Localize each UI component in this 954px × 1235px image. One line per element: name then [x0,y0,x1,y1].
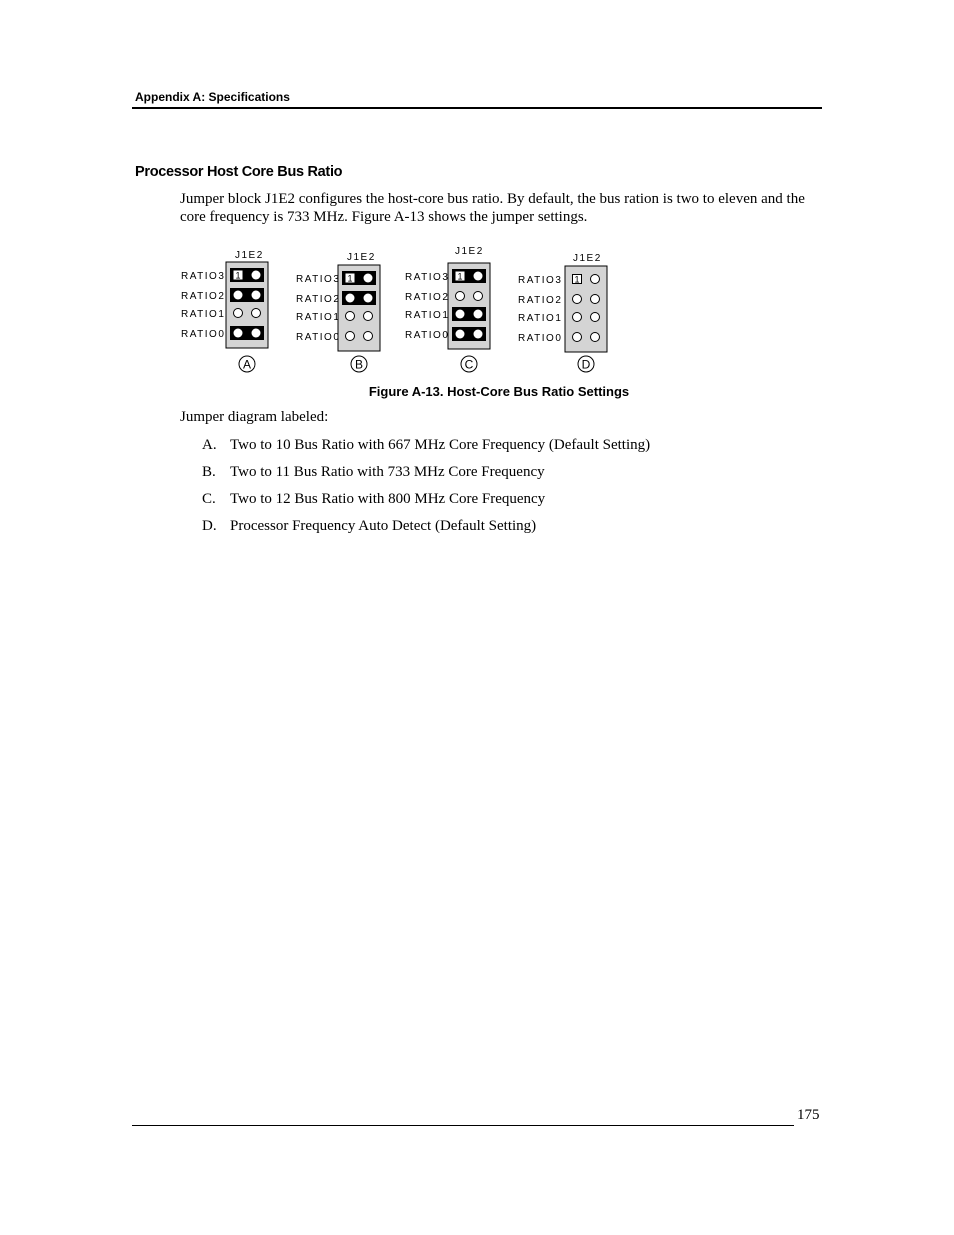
pin [474,292,483,301]
pin-one-label: 1 [574,274,580,285]
list-item-text: Two to 12 Bus Ratio with 800 MHz Core Frequency [230,491,546,507]
pin [234,309,243,318]
list-item [202,437,650,454]
row-label: RATIO1 [296,312,341,323]
pin [364,274,373,283]
row-label: RATIO1 [405,310,450,321]
pin [252,291,261,300]
footer-rule [132,1125,794,1126]
row-label: RATIO2 [405,292,450,303]
row-label: RATIO2 [296,294,341,305]
row-label: RATIO2 [181,291,226,302]
block-label: J1E2 [573,253,602,264]
pin [234,291,243,300]
pin-one-label: 1 [235,270,241,281]
list-item-text: Processor Frequency Auto Detect (Default Setting) [230,518,537,534]
row-label: RATIO1 [518,313,563,324]
pin [591,333,600,342]
list-intro: Jumper diagram labeled: [180,409,329,425]
list-item-text: Two to 11 Bus Ratio with 733 MHz Core Frequency [230,464,545,480]
list-item-text: Two to 10 Bus Ratio with 667 MHz Core Frequency (Default Setting) [230,437,651,453]
jumper-block [565,266,607,352]
pin [234,329,243,338]
pin [591,313,600,322]
pin [252,271,261,280]
diagram-letter: B [354,357,364,372]
jumper-diagrams [0,0,954,380]
block-label: J1E2 [455,246,484,257]
section-heading: Processor Host Core Bus Ratio [135,164,343,180]
list-item-mark: A. [202,437,217,453]
pin-one-label: 1 [347,273,353,284]
diagram-letter: D [581,357,591,372]
list-item [202,491,545,508]
running-header: Appendix A: Specifications [135,90,290,104]
page-number: 175 [797,1107,820,1123]
pin [573,333,582,342]
pin [456,310,465,319]
pin [474,310,483,319]
row-label: RATIO1 [181,309,226,320]
jumper-figure [0,0,954,380]
figure-caption: Figure A-13. Host-Core Bus Ratio Settings [368,384,630,399]
row-label: RATIO0 [181,329,226,340]
diagram-letter: C [464,357,474,372]
pin [591,295,600,304]
pin [346,312,355,321]
row-label: RATIO3 [181,271,226,282]
pin [346,294,355,303]
pin [474,330,483,339]
pin [591,275,600,284]
pin [456,330,465,339]
block-label: J1E2 [347,252,376,263]
list-item-mark: D. [202,518,217,534]
pin [573,295,582,304]
row-label: RATIO3 [405,272,450,283]
pin [364,332,373,341]
list-item [202,518,536,535]
diagram-letter: A [242,357,252,372]
pin [346,332,355,341]
pin [474,272,483,281]
row-label: RATIO3 [296,274,341,285]
row-label: RATIO3 [518,275,563,286]
row-label: RATIO0 [518,333,563,344]
pin-one-label: 1 [457,271,463,282]
list-item [202,464,545,481]
row-label: RATIO0 [296,332,341,343]
pin [456,292,465,301]
pin [364,312,373,321]
pin [364,294,373,303]
row-label: RATIO0 [405,330,450,341]
intro-paragraph: Jumper block J1E2 configures the host-core bus ratio. By default, the bus ration is two to eleven and the core frequency is 733 MHz. Figure A-13 shows the jumper settings. [180,191,805,225]
pin [573,313,582,322]
list-item-mark: C. [202,491,216,507]
pin [252,329,261,338]
row-label: RATIO2 [518,295,563,306]
list-item-mark: B. [202,464,216,480]
block-label: J1E2 [235,250,264,261]
pin [252,309,261,318]
